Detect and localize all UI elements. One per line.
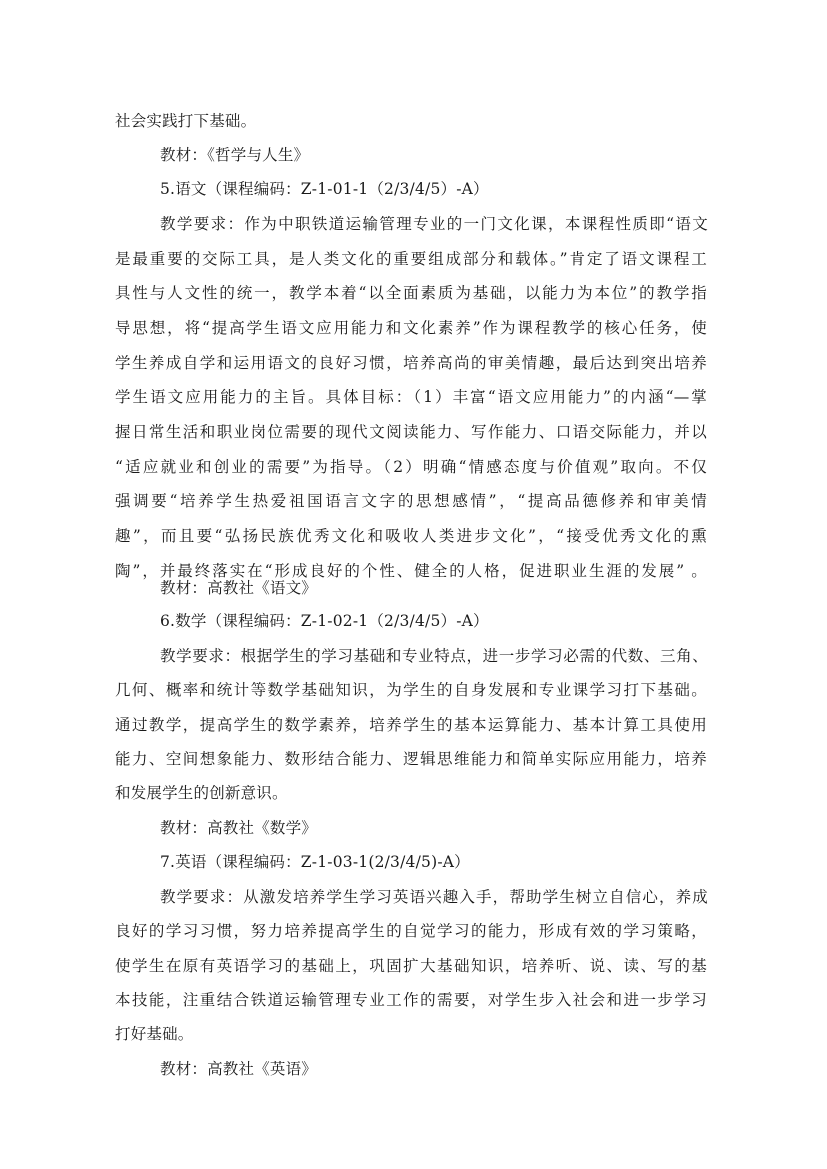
text-line: 能力、空间想象能力、数形结合能力、逻辑思维能力和简单实际应用能力，培养 — [115, 750, 707, 768]
course-heading: 5.语文（课程编码：Z-1-01-1（2/3/4/5）-A） — [160, 180, 489, 198]
textbook-line: 教材：高教社《语文》 — [160, 579, 318, 597]
text-line: 陶”，并最终落实在“形成良好的个性、健全的人格，促进职业生涯的发展” 。 — [115, 562, 707, 580]
text-line: 使学生在原有英语学习的基础上，巩固扩大基础知识，培养听、说、读、写的基 — [115, 957, 707, 975]
text-line: 通过教学，提高学生的数学素养，培养学生的基本运算能力、基本计算工具使用 — [115, 716, 707, 734]
text-line: 是最重要的交际工具，是人类文化的重要组成部分和载体。”肯定了语文课程工 — [115, 250, 707, 268]
text-line: 良好的学习习惯，努力培养提高学生的自觉学习的能力，形成有效的学习策略， — [115, 922, 707, 940]
text-line: “适应就业和创业的需要”为指导。（2）明确“情感态度与价值观”取向。不仅 — [115, 458, 707, 476]
text-line: 教学要求：作为中职铁道运输管理专业的一门文化课，本课程性质即“语文 — [160, 215, 708, 233]
text-line: 和发展学生的创新意识。 — [115, 784, 288, 802]
textbook-line: 教材：《哲学与人生》 — [160, 146, 310, 164]
text-line: 本技能，注重结合铁道运输管理专业工作的需要，对学生步入社会和进一步学习 — [115, 991, 707, 1009]
text-line: 握日常生活和职业岗位需要的现代文阅读能力、写作能力、口语交际能力，并以 — [115, 423, 707, 441]
text-line: 导思想，将“提高学生语文应用能力和文化素养”作为课程教学的核心任务，使 — [115, 319, 707, 337]
text-line: 学生语文应用能力的主旨。具体目标：（1）丰富“语文应用能力”的内涵“—掌 — [115, 388, 707, 406]
text-line: 几何、概率和统计等数学基础知识，为学生的自身发展和专业课学习打下基础。 — [115, 681, 707, 699]
course-heading: 6.数学（课程编码：Z-1-02-1（2/3/4/5）-A） — [160, 612, 489, 630]
text-line: 教学要求：根据学生的学习基础和专业特点，进一步学习必需的代数、三角、 — [160, 647, 708, 665]
textbook-line: 教材：高教社《英语》 — [160, 1060, 318, 1078]
text-line: 强调要“培养学生热爱祖国语言文字的思想感情”，“提高品德修养和审美情 — [115, 492, 707, 510]
text-line: 教学要求：从激发培养学生学习英语兴趣入手，帮助学生树立自信心，养成 — [160, 888, 708, 906]
text-line: 打好基础。 — [115, 1025, 194, 1043]
textbook-line: 教材：高教社《数学》 — [160, 819, 318, 837]
text-line: 趣”，而且要“弘扬民族优秀文化和吸收人类进步文化”，“接受优秀文化的熏 — [115, 527, 707, 545]
text-line: 社会实践打下基础。 — [115, 112, 257, 130]
text-line: 具性与人文性的统一，教学本着“以全面素质为基础，以能力为本位”的教学指 — [115, 284, 707, 302]
course-heading: 7.英语（课程编码：Z-1-03-1(2/3/4/5)-A） — [160, 853, 470, 871]
text-line: 学生养成自学和运用语文的良好习惯，培养高尚的审美情趣，最后达到突出培养 — [115, 354, 707, 372]
